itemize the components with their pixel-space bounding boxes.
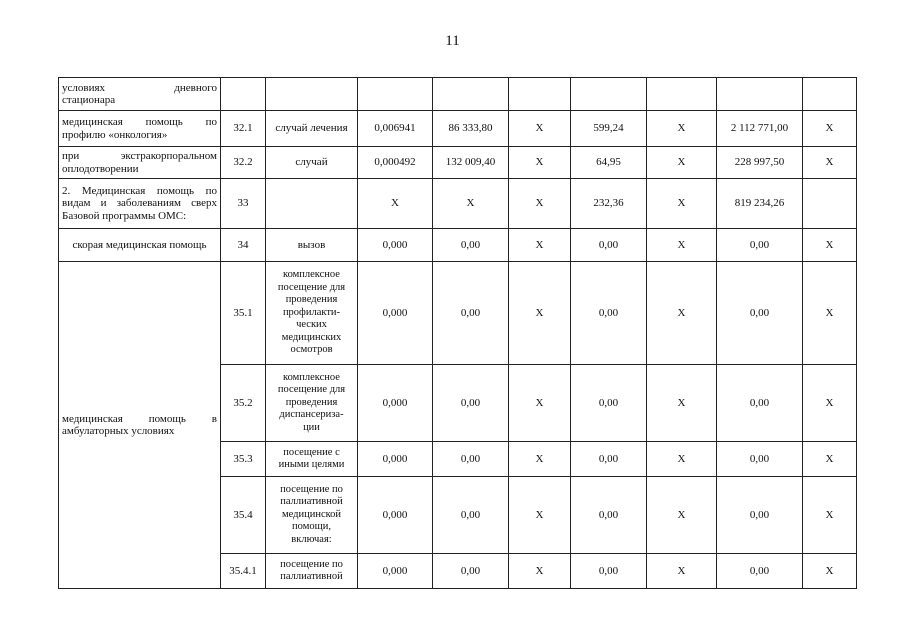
value-cell: 0,00 bbox=[571, 477, 647, 554]
value-cell: X bbox=[803, 229, 857, 262]
unit-line: медицинской bbox=[281, 508, 342, 520]
value-cell: X bbox=[647, 262, 717, 365]
value-cell: X bbox=[647, 365, 717, 442]
value-cell: X bbox=[509, 111, 571, 147]
value-cell: 0,00 bbox=[571, 262, 647, 365]
unit-line: помощи, bbox=[292, 521, 331, 533]
value-cell: X bbox=[647, 179, 717, 229]
row-name-line: оплодотворении bbox=[62, 162, 139, 175]
value-cell: X bbox=[433, 179, 509, 229]
unit-cell: вызов bbox=[266, 229, 358, 262]
value-cell: X bbox=[509, 365, 571, 442]
value-cell: 599,24 bbox=[571, 111, 647, 147]
value-cell: 0,00 bbox=[717, 262, 803, 365]
value-cell: X bbox=[803, 554, 857, 589]
value-cell bbox=[433, 78, 509, 111]
unit-cell bbox=[266, 179, 358, 229]
value-cell: 0,00 bbox=[717, 229, 803, 262]
value-cell: X bbox=[803, 442, 857, 477]
value-cell: X bbox=[647, 477, 717, 554]
value-cell bbox=[803, 78, 857, 111]
row-number: 35.4.1 bbox=[221, 554, 266, 589]
table-row bbox=[59, 78, 857, 111]
row-name: скорая медицинская помощь bbox=[59, 229, 221, 262]
unit-line: посещение с bbox=[283, 446, 340, 458]
value-cell: 2 112 771,00 bbox=[717, 111, 803, 147]
value-cell: 0,000 bbox=[358, 229, 433, 262]
unit-cell bbox=[266, 262, 358, 365]
value-cell: 0,00 bbox=[433, 365, 509, 442]
unit-line: посещение для bbox=[277, 281, 346, 293]
table-row bbox=[59, 147, 857, 179]
table-row bbox=[59, 179, 857, 229]
value-cell: X bbox=[509, 147, 571, 179]
value-cell bbox=[803, 179, 857, 229]
value-cell bbox=[647, 78, 717, 111]
row-name-line: амбулаторных условиях bbox=[62, 425, 175, 437]
value-cell: X bbox=[647, 147, 717, 179]
value-cell: X bbox=[647, 111, 717, 147]
unit-line: комплексное bbox=[283, 269, 340, 281]
value-cell: X bbox=[647, 442, 717, 477]
value-cell: X bbox=[509, 554, 571, 589]
row-name-line: при экстракорпоральном bbox=[62, 150, 217, 162]
value-cell: X bbox=[509, 262, 571, 365]
unit-cell bbox=[266, 477, 358, 554]
unit-line: посещение для bbox=[277, 384, 346, 396]
unit-cell bbox=[266, 554, 358, 589]
unit-cell: случай лечения bbox=[266, 111, 358, 147]
value-cell: X bbox=[803, 111, 857, 147]
value-cell: 64,95 bbox=[571, 147, 647, 179]
value-cell bbox=[571, 78, 647, 111]
value-cell: 228 997,50 bbox=[717, 147, 803, 179]
value-cell: 0,00 bbox=[433, 554, 509, 589]
value-cell: 0,000 bbox=[358, 262, 433, 365]
value-cell: X bbox=[803, 147, 857, 179]
unit-line: проведения bbox=[285, 294, 338, 306]
row-number: 34 bbox=[221, 229, 266, 262]
value-cell: 0,00 bbox=[571, 554, 647, 589]
unit-line: профилакти- bbox=[282, 306, 341, 318]
value-cell bbox=[358, 78, 433, 111]
value-cell: X bbox=[509, 442, 571, 477]
unit-line: включая: bbox=[291, 533, 332, 545]
value-cell: X bbox=[647, 554, 717, 589]
unit-line: комплексное bbox=[283, 371, 340, 383]
unit-line: проведения bbox=[285, 396, 338, 408]
row-name-line: 2. Медицинская помощь по bbox=[62, 184, 217, 197]
row-name-line: профилю «онкология» bbox=[62, 128, 168, 141]
value-cell: 0,00 bbox=[433, 229, 509, 262]
value-cell: 0,00 bbox=[717, 554, 803, 589]
value-cell: 0,00 bbox=[717, 477, 803, 554]
row-name bbox=[59, 179, 221, 229]
value-cell: 86 333,80 bbox=[433, 111, 509, 147]
value-cell: X bbox=[509, 229, 571, 262]
row-name-line: Базовой программы ОМС: bbox=[62, 209, 187, 222]
value-cell: 0,00 bbox=[571, 442, 647, 477]
value-cell: 0,00 bbox=[433, 442, 509, 477]
row-name-line: медицинская помощь в bbox=[62, 412, 217, 425]
value-cell: X bbox=[647, 229, 717, 262]
unit-line: посещение по bbox=[280, 558, 343, 570]
unit-line: диспансериза- bbox=[279, 409, 344, 421]
row-name bbox=[59, 147, 221, 179]
row-number: 33 bbox=[221, 179, 266, 229]
value-cell bbox=[509, 78, 571, 111]
value-cell: 0,000 bbox=[358, 477, 433, 554]
row-name-line: стационара bbox=[62, 94, 116, 106]
row-name-line: видам и заболеваниям сверх bbox=[62, 197, 217, 210]
value-cell: 0,00 bbox=[571, 229, 647, 262]
row-number: 35.2 bbox=[221, 365, 266, 442]
value-cell: 232,36 bbox=[571, 179, 647, 229]
value-cell bbox=[717, 78, 803, 111]
value-cell: 0,00 bbox=[717, 365, 803, 442]
row-name bbox=[59, 78, 221, 111]
value-cell: X bbox=[509, 179, 571, 229]
value-cell: X bbox=[509, 477, 571, 554]
row-name bbox=[59, 262, 221, 589]
value-cell: 0,00 bbox=[433, 477, 509, 554]
unit-cell bbox=[266, 78, 358, 111]
value-cell: 0,00 bbox=[571, 365, 647, 442]
value-cell: 819 234,26 bbox=[717, 179, 803, 229]
row-number: 32.2 bbox=[221, 147, 266, 179]
unit-cell bbox=[266, 442, 358, 477]
row-name-line: условиях дневного bbox=[62, 81, 217, 94]
data-table bbox=[58, 77, 857, 589]
value-cell: 0,000492 bbox=[358, 147, 433, 179]
table-row bbox=[59, 111, 857, 147]
value-cell: 132 009,40 bbox=[433, 147, 509, 179]
row-name bbox=[59, 111, 221, 147]
value-cell: 0,00 bbox=[433, 262, 509, 365]
unit-line: иными целями bbox=[278, 459, 345, 470]
unit-line: осмотров bbox=[290, 344, 333, 356]
row-number: 35.3 bbox=[221, 442, 266, 477]
table-row bbox=[59, 229, 857, 262]
unit-line: паллиативной bbox=[280, 496, 343, 508]
value-cell: 0,000 bbox=[358, 442, 433, 477]
row-number: 35.1 bbox=[221, 262, 266, 365]
value-cell: X bbox=[358, 179, 433, 229]
value-cell: 0,006941 bbox=[358, 111, 433, 147]
row-number bbox=[221, 78, 266, 111]
table-row bbox=[59, 262, 857, 365]
page-number: 11 bbox=[445, 33, 460, 49]
unit-line: ции bbox=[303, 421, 320, 433]
value-cell: X bbox=[803, 262, 857, 365]
value-cell: X bbox=[803, 477, 857, 554]
unit-cell bbox=[266, 365, 358, 442]
unit-line: паллиативной bbox=[280, 571, 343, 582]
unit-line: ческих bbox=[296, 319, 327, 331]
value-cell: X bbox=[803, 365, 857, 442]
row-name-line: медицинская помощь по bbox=[62, 116, 217, 128]
unit-cell: случай bbox=[266, 147, 358, 179]
value-cell: 0,00 bbox=[717, 442, 803, 477]
unit-line: медицинских bbox=[281, 331, 342, 343]
unit-line: посещение по bbox=[280, 483, 343, 495]
value-cell: 0,000 bbox=[358, 554, 433, 589]
value-cell: 0,000 bbox=[358, 365, 433, 442]
row-number: 32.1 bbox=[221, 111, 266, 147]
row-number: 35.4 bbox=[221, 477, 266, 554]
